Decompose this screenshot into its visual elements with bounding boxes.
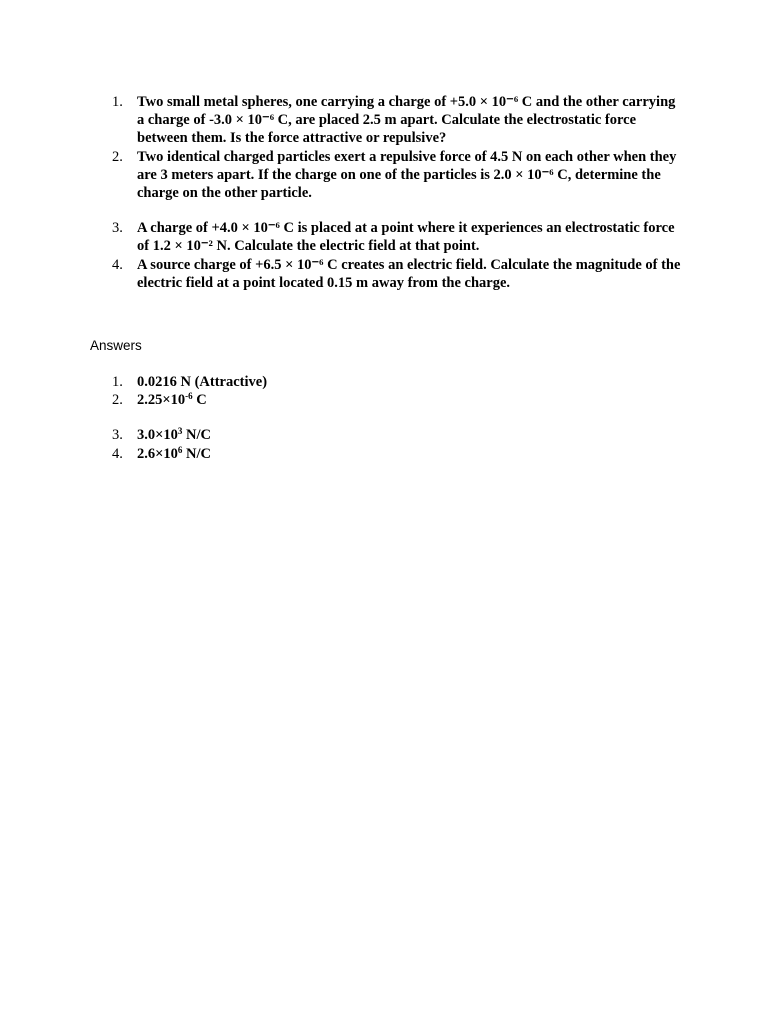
question-text: Two identical charged particles exert a repulsive force of 4.5 N on each other when they are 3 meters apart. If the charge on one of the particles is 2.0 × 10⁻⁶ C, determine the charge on the other particle. [137, 148, 677, 202]
answer-unit: N/C [182, 427, 211, 444]
answer-item [92, 445, 392, 463]
answer-value: 2.6×10 [137, 445, 178, 462]
answer-value: 2.25×10 [137, 392, 186, 409]
question-item [92, 93, 682, 148]
answer-exponent: 6 [177, 444, 183, 455]
answer-exponent: -6 [185, 391, 193, 402]
answer-item [92, 391, 392, 409]
answer-value: 3.0×10 [137, 427, 178, 444]
answer-unit: N/C [182, 445, 211, 462]
question-item [92, 148, 682, 203]
answer-unit: C [192, 392, 207, 409]
answer-item [92, 373, 392, 391]
answer-item [92, 426, 392, 444]
answer-number: 3. [112, 427, 123, 444]
answer-number: 1. [112, 374, 123, 390]
question-text: A charge of +4.0 × 10⁻⁶ C is placed at a point where it experiences an electrostatic force of 1.2 × 10⁻² N. Calculate the electric field at that point. [137, 220, 675, 255]
question-number: 3. [112, 220, 123, 237]
answers-list [92, 373, 392, 463]
answer-number: 2. [112, 392, 123, 409]
question-number: 1. [112, 94, 123, 110]
question-number: 2. [112, 148, 123, 165]
questions-list [92, 93, 682, 292]
answer-exponent: 3 [177, 426, 183, 437]
question-item [92, 256, 682, 292]
answer-value: 0.0216 N (Attractive) [137, 374, 268, 390]
answers-heading: Answers [90, 338, 142, 353]
answer-number: 4. [112, 445, 123, 462]
question-text: Two small metal spheres, one carrying a charge of +5.0 × 10⁻⁶ C and the other carrying a charge of -3.0 × 10⁻⁶ C, are placed 2.5 m apart. Calculate the electrostatic force between them. Is the force attractive or repulsive? [137, 94, 676, 147]
question-number: 4. [112, 256, 123, 273]
question-text: A source charge of +6.5 × 10⁻⁶ C creates an electric field. Calculate the magnitude of the electric field at a point located 0.15 m away from the charge. [137, 256, 681, 291]
question-item [92, 219, 682, 255]
